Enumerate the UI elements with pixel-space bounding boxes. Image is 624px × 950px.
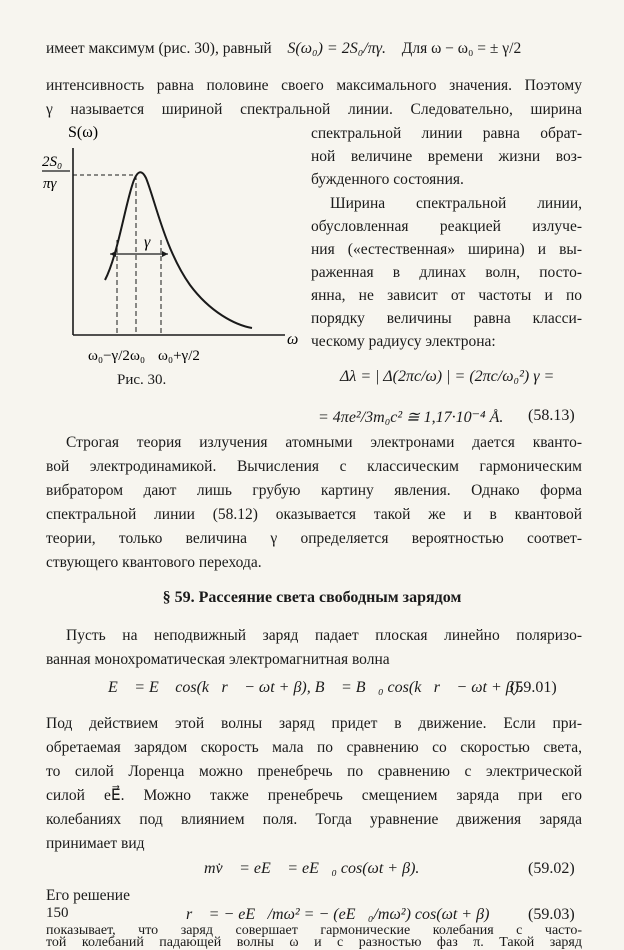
section-para-2-line-6: принимает вид xyxy=(46,835,145,852)
width-arrow-right-head xyxy=(162,251,168,257)
y-axis-label: S(ω) xyxy=(68,124,99,141)
peak-label-den: πγ xyxy=(43,176,57,192)
figure-caption: Рис. 30. xyxy=(117,372,167,388)
width-label: γ xyxy=(144,234,151,251)
eq-59-03-number: (59.03) xyxy=(528,906,575,923)
right-col-line-9: порядку величины равна класси- xyxy=(311,310,582,327)
page-number: 150 xyxy=(46,905,69,921)
section-para-2-line-3: то силой Лоренца можно пренебречь по сравнению с электрической xyxy=(46,763,582,780)
section-para-1-line-1: Пусть на неподвижный заряд падает плоская линейно поляризо- xyxy=(66,627,582,644)
right-col-line-5: обусловленная реакцией излуче- xyxy=(311,218,582,235)
top-line-1-post: Для ω − ω₀ = ± γ/2 xyxy=(401,40,522,57)
peak-label-num: 2S₀ xyxy=(42,154,63,170)
eq-58-13-line-2: = 4πe²/3m₀c² ≅ 1,17·10⁻⁴ Å. xyxy=(318,409,504,426)
para-after-line-6: ствующего квантового перехода. xyxy=(46,554,262,571)
resonance-curve xyxy=(105,172,252,328)
final-para-line-2: той колебаний падающей волны ω и с разностью фаз π. Такой заряд xyxy=(46,935,582,950)
eq-59-02: mv̇⃗ = eE⃗ = eE⃗₀ cos(ωt + β). xyxy=(204,860,420,877)
right-col-line-2: ной величине времени жизни воз- xyxy=(311,148,582,165)
section-para-2-line-5: колебаниях под влиянием поля. Тогда уравнение движения заряда xyxy=(46,811,582,828)
eq-58-13-line-1: Δλ = | Δ(2πc/ω) | = (2πc/ω₀²) γ = xyxy=(340,368,555,385)
solution-label: Его решение xyxy=(46,887,130,904)
eq-59-01: E⃗ = E⃗ cos(k⃗r⃗ − ωt + β), B⃗ = B⃗₀ cos(k⃗r⃗ − ωt + β). xyxy=(108,679,524,696)
eq-58-13-number: (58.13) xyxy=(528,407,575,424)
right-col-line-8: янна, не зависит от частоты и по xyxy=(311,287,582,304)
para-after-line-3: вибратором дают лишь грубую картину явления. Однако форма xyxy=(46,482,582,499)
right-col-line-6: ния («естественная» ширина) и вы- xyxy=(311,241,582,258)
para-after-line-5: теории, только величина γ определяется вероятностью соответ- xyxy=(46,530,582,547)
para-after-line-2: вой электродинамикой. Вычисления с классическим гармоническим xyxy=(46,458,582,475)
x-tick-right: ω₀+γ/2 xyxy=(158,348,200,364)
x-axis-label: ω xyxy=(287,331,299,348)
top-line-2: интенсивность равна половине своего максимального значения. Поэтому xyxy=(46,77,582,94)
right-col-line-4: Ширина спектральной линии, xyxy=(330,195,582,212)
section-para-1-line-2: ванная монохроматическая электромагнитная волна xyxy=(46,651,390,668)
x-tick-left: ω₀−γ/2 xyxy=(88,348,130,364)
top-line-1-pre: имеет максимум (рис. 30), равный xyxy=(46,40,272,57)
right-col-line-10: ческому радиусу электрона: xyxy=(311,333,496,350)
section-para-2-line-4: силой eE⃗. Можно также пренебречь смещением заряда при его xyxy=(46,787,582,804)
s-omega0-formula: S(ω₀) = 2S₀/πγ. xyxy=(287,40,387,57)
section-heading: § 59. Рассеяние света свободным зарядом xyxy=(162,589,462,606)
top-line-1 xyxy=(46,37,521,61)
figure-30 xyxy=(30,120,305,395)
right-col-line-1: спектральной линии равна обрат- xyxy=(311,125,582,142)
section-para-2-line-2: обретаемая зарядом скорость мала по сравнению со скоростью света, xyxy=(46,739,582,756)
para-after-line-4: спектральной линии (58.12) оказывается такой же и в квантовой xyxy=(46,506,582,523)
eq-59-01-number: (59.01) xyxy=(510,679,557,696)
right-col-line-7: раженная в длинах волн, посто- xyxy=(311,264,582,281)
eq-59-02-number: (59.02) xyxy=(528,860,575,877)
para-after-line-1: Строгая теория излучения атомными электронами дается кванто- xyxy=(66,434,582,451)
eq-59-03: r⃗ = − eE⃗/mω² = − (eE⃗₀/mω²) cos(ωt + β) xyxy=(186,906,490,923)
final-para-line-1: показывает, что заряд совершает гармонические колебания с часто- xyxy=(46,923,582,938)
x-tick-center: ω₀ xyxy=(130,348,146,364)
section-para-2-line-1: Под действием этой волны заряд придет в движение. Если при- xyxy=(46,715,582,732)
right-col-line-3: бужденного состояния. xyxy=(311,171,464,188)
top-line-3: γ называется шириной спектральной линии. Следовательно, ширина xyxy=(46,101,582,118)
